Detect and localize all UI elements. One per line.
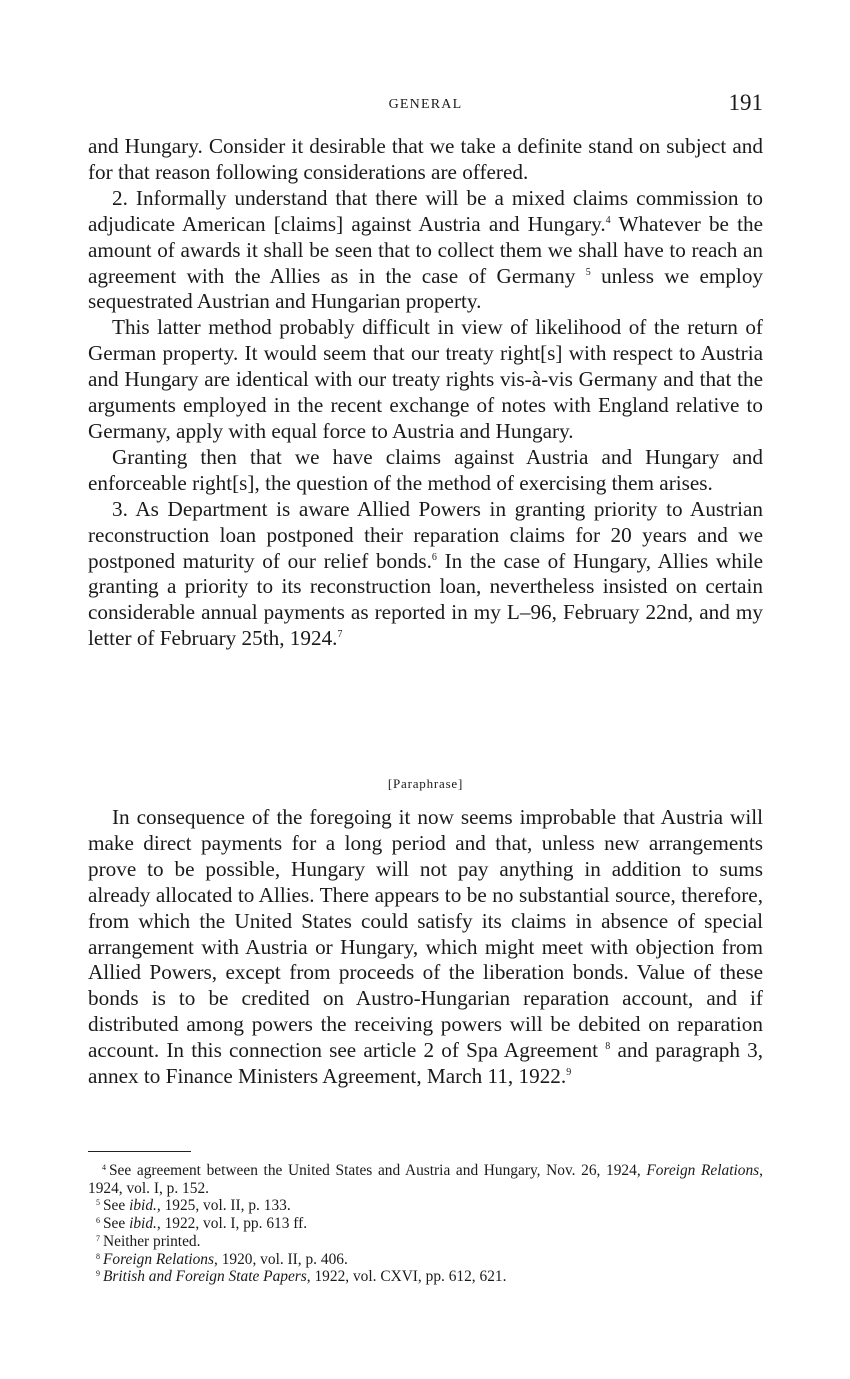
footnote-divider	[88, 1151, 191, 1152]
footnote-text: , 1924, vol. I, p. 152.	[88, 1162, 763, 1197]
paragraph-text: Granting then that we have claims against Austria and Hungary and enforceable right[s], the question of the method of exercising them arises.	[88, 444, 763, 495]
footnotes	[88, 1162, 763, 1286]
footnote	[88, 1197, 763, 1215]
footnote-mark: 4	[102, 1163, 106, 1172]
paragraph	[88, 134, 763, 186]
footnote-ref[interactable]: 4	[605, 214, 611, 226]
footnote	[88, 1251, 763, 1269]
paragraph	[88, 186, 763, 316]
footnote-ref[interactable]: 5	[585, 266, 591, 278]
footnote	[88, 1215, 763, 1233]
paragraph-text: This latter method probably difficult in view of likelihood of the return of German property. It would seem that our treaty right[s] with respect to Austria and Hungary are identical with our treaty rights vis-à-vis Germany and that the arguments employed in the recent exchange of notes with England relative to Germany, apply with equal force to Austria and Hungary.	[88, 315, 763, 443]
paragraph	[88, 805, 763, 1090]
footnote-text: , 1922, vol. I, pp. 613 ff.	[156, 1215, 308, 1233]
footnote-mark: 7	[96, 1233, 100, 1243]
footnote-mark: 9	[96, 1269, 100, 1279]
footnote-ref[interactable]: 7	[337, 629, 343, 641]
paraphrase-text	[88, 805, 763, 1090]
footnote-text: See	[103, 1215, 130, 1233]
paragraph-text: unless we employ sequestrated Austrian and Hungarian property.	[88, 263, 764, 314]
footnote-citation: ibid.	[129, 1215, 157, 1233]
paragraph-text: In consequence of the foregoing it now seems improbable that Austria will make direct payments for a long period and that, unless new arrangements prove to be possible, Hungary will not pay anything in addition to sums already allocated to Allies. There appears to be no substantial source, therefore, from which the United States could satisfy its claims in absence of special arrangement with Austria or Hungary, which might meet with objection from Allied Powers, except from proceeds of the liberation bonds. Value of these bonds is to be credited on Austro-Hungarian reparation account, and if distributed among powers the receiving powers will be debited on reparation account. In this connection see article 2 of Spa Agreement	[88, 805, 763, 1063]
footnote-mark: 5	[96, 1198, 100, 1208]
page-number: 191	[728, 90, 763, 115]
section-label: [Paraphrase]	[387, 776, 464, 791]
footnote-text: , 1920, vol. II, p. 406.	[214, 1250, 348, 1268]
running-title: GENERAL	[388, 97, 463, 112]
footnote-text: See	[103, 1197, 130, 1215]
footnote-text: , 1922, vol. CXVI, pp. 612, 621.	[306, 1268, 507, 1286]
footnote-citation: Foreign Relations	[646, 1162, 760, 1179]
footnote-ref[interactable]: 6	[431, 551, 437, 563]
footnote	[88, 1162, 763, 1197]
paragraph	[88, 497, 763, 652]
footnote-ref[interactable]: 9	[566, 1067, 572, 1079]
footnote	[88, 1268, 763, 1286]
footnote-text: See agreement between the United States and Austria and Hungary, Nov. 26, 1924,	[109, 1162, 647, 1179]
paragraph-text: and Hungary. Consider it desirable that we take a definite stand on subject and for that reason following considerations are offered.	[88, 134, 763, 184]
footnote-citation: ibid.	[129, 1197, 157, 1215]
paragraph-text: Whatever be the amount of awards it shall be seen that to collect them we shall have to reach an agreement with the Allies as in the case of Germany	[88, 211, 763, 288]
paragraph-text: 3. As Department is aware Allied Powers in granting priority to Austrian reconstruction loan postponed their reparation claims for 20 years and we postponed maturity of our relief bonds.	[88, 496, 763, 573]
paragraph	[88, 315, 763, 445]
paragraph	[88, 445, 763, 497]
paragraph-text: In the case of Hungary, Allies while granting a priority to its reconstruction loan, nevertheless insisted on certain considerable annual payments as reported in my L–96, February 22nd, and my letter of February 25th, 1924.	[88, 548, 763, 651]
footnote-citation: Foreign Relations	[103, 1250, 214, 1268]
body-text	[88, 134, 763, 652]
footnote-mark: 8	[96, 1251, 100, 1261]
footnote-citation: British and Foreign State Papers	[103, 1268, 307, 1286]
footnote-text: , 1925, vol. II, p. 133.	[156, 1197, 291, 1215]
paragraph-text: and paragraph 3, annex to Finance Ministers Agreement, March 11, 1922.	[88, 1038, 764, 1089]
footnote	[88, 1233, 763, 1251]
footnote-mark: 6	[96, 1216, 100, 1226]
footnote-ref[interactable]: 8	[605, 1041, 611, 1053]
footnote-text: Neither printed.	[103, 1232, 201, 1250]
paragraph-text: 2. Informally understand that there will be a mixed claims commission to adjudicate American [claims] against Austria and Hungary.	[88, 185, 763, 236]
running-head	[88, 90, 763, 124]
